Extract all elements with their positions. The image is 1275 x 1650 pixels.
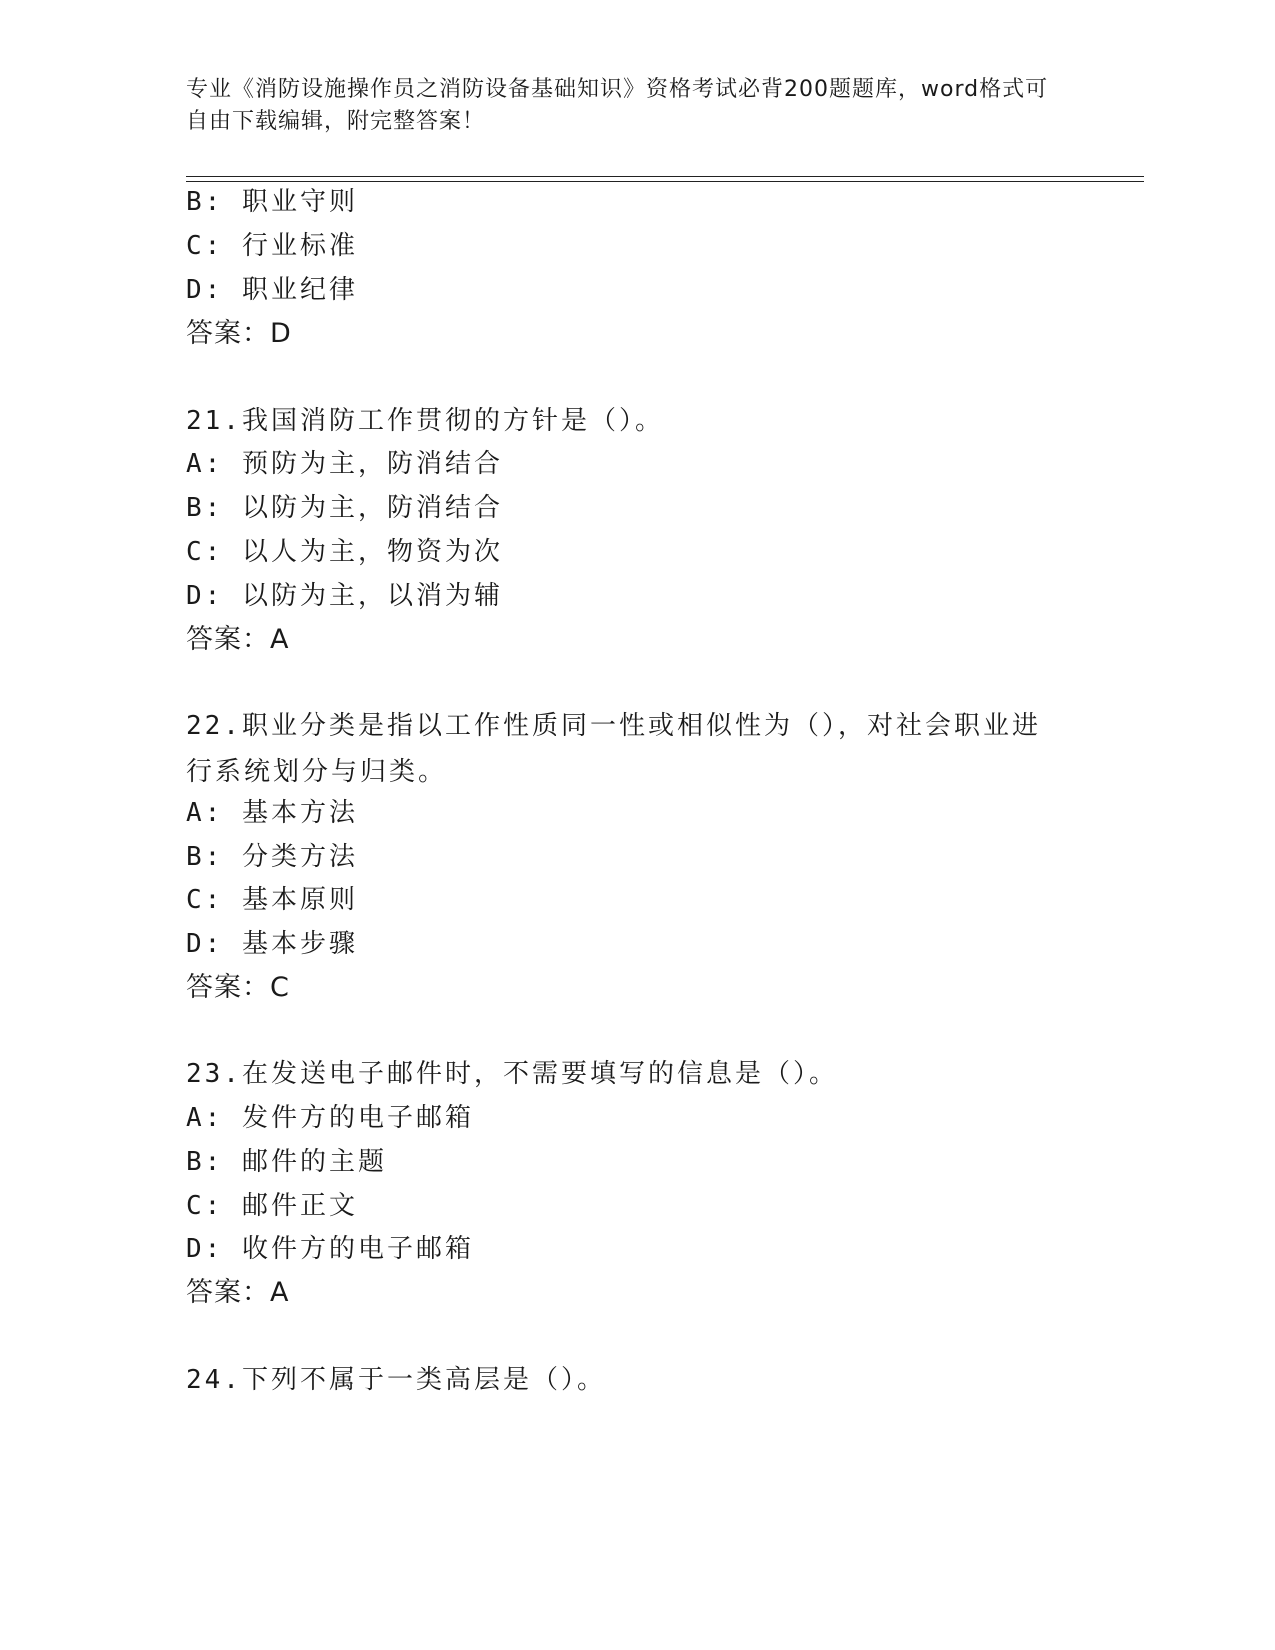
answer: 答案：A <box>186 624 290 655</box>
option-a: A: 预防为主，防消结合 <box>186 449 503 479</box>
option-d: D: 收件方的电子邮箱 <box>186 1234 474 1264</box>
option-c: C: 行业标准 <box>186 231 358 261</box>
option-b: B: 以防为主，防消结合 <box>186 493 503 523</box>
question-stem: 21.我国消防工作贯彻的方针是（）。 <box>186 406 664 436</box>
option-b: B: 分类方法 <box>186 842 358 872</box>
option-c: C: 以人为主，物资为次 <box>186 537 503 567</box>
question-stem: 24.下列不属于一类高层是（）。 <box>186 1365 606 1395</box>
option-b: B: 邮件的主题 <box>186 1147 387 1177</box>
document-header: 专业《消防设施操作员之消防设备基础知识》资格考试必背200题题库，word格式可自由下载编辑，附完整答案！ <box>186 77 1049 134</box>
answer: 答案：D <box>186 318 292 349</box>
answer: 答案：C <box>186 972 290 1003</box>
header-divider-bottom <box>186 181 1144 182</box>
option-b: B: 职业守则 <box>186 187 358 217</box>
option-c: C: 邮件正文 <box>186 1191 358 1221</box>
option-a: A: 基本方法 <box>186 798 358 828</box>
option-d: D: 职业纪律 <box>186 275 358 305</box>
header-divider-top <box>186 176 1144 177</box>
option-a: A: 发件方的电子邮箱 <box>186 1103 474 1133</box>
option-d: D: 以防为主，以消为辅 <box>186 581 503 611</box>
answer: 答案：A <box>186 1277 290 1308</box>
option-d: D: 基本步骤 <box>186 929 358 959</box>
option-c: C: 基本原则 <box>186 885 358 915</box>
question-stem: 23.在发送电子邮件时，不需要填写的信息是（）。 <box>186 1059 838 1089</box>
question-stem: 22.职业分类是指以工作性质同一性或相似性为（），对社会职业进行系统划分与归类。 <box>186 711 1041 787</box>
